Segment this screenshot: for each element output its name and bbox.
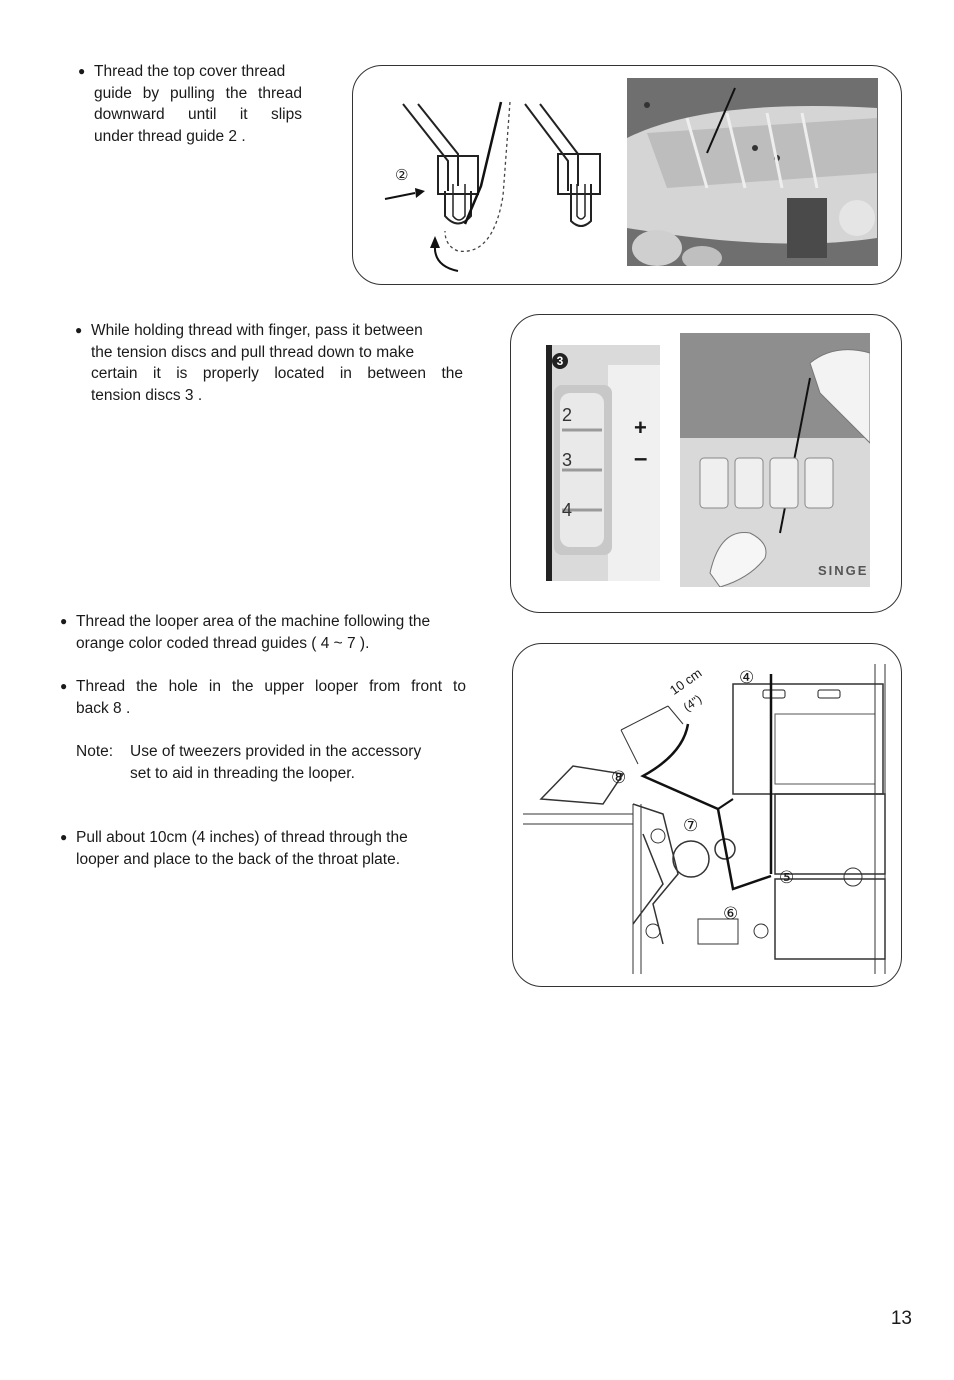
text-line: the tension discs and pull thread down to make xyxy=(91,343,415,361)
bullet-icon: ● xyxy=(60,679,68,693)
note xyxy=(60,741,466,763)
instruction-top-cover-guide xyxy=(78,61,302,147)
tension-discs-panel xyxy=(510,314,902,613)
text-line: Use of tweezers provided in the accessory xyxy=(130,743,422,760)
looper-threading-panel xyxy=(512,643,902,987)
tension-dial-photo xyxy=(546,345,660,581)
text-line: Thread the top cover thread xyxy=(94,63,286,80)
callout-8: ⑧ xyxy=(611,768,627,787)
dial-number-3: 3 xyxy=(562,450,573,470)
measure-inch-label: (4") xyxy=(680,691,705,715)
bullet-icon: ● xyxy=(60,614,68,628)
bullet-icon: ● xyxy=(75,323,83,337)
brand-text: SINGE xyxy=(818,563,869,578)
dial-minus-sign: – xyxy=(634,445,648,472)
cover-thread-guide-panel xyxy=(352,65,902,285)
text-line: orange color coded thread guides ( 4 ~ 7 ). xyxy=(76,634,370,652)
text-line: Thread the looper area of the machine following the xyxy=(76,613,431,630)
text-line: guide by pulling the thread xyxy=(94,84,302,102)
text-line: tension discs 3 . xyxy=(91,386,203,404)
callout-5: ⑤ xyxy=(779,868,795,887)
thread-guide-diagram xyxy=(353,66,613,284)
bullet-icon: ● xyxy=(78,64,86,78)
looper-diagram xyxy=(513,644,901,986)
callout-4: ④ xyxy=(739,668,755,687)
measure-label: 10 cm xyxy=(666,665,705,698)
text-line: While holding thread with finger, pass it between xyxy=(91,322,423,339)
threading-hand-photo xyxy=(680,333,870,587)
text-line: downward until it slips xyxy=(94,106,302,123)
bullet-icon: ● xyxy=(60,830,68,844)
dial-number-2: 2 xyxy=(562,405,573,425)
dial-number-4: 4 xyxy=(562,500,573,520)
threading-hand-illustration xyxy=(680,333,870,587)
text-line: looper and place to the back of the throat plate. xyxy=(76,850,401,868)
callout-6: ⑥ xyxy=(723,904,739,923)
callout-2: ② xyxy=(395,167,409,184)
callout-7: ⑦ xyxy=(683,816,699,835)
text-line: under thread guide 2 . xyxy=(94,127,246,145)
dial-plus-sign: + xyxy=(634,415,647,440)
text-line: Pull about 10cm (4 inches) of thread through the xyxy=(76,829,408,846)
text-line: back 8 . xyxy=(76,699,131,717)
callout-3: 3 xyxy=(552,353,568,369)
page-number: 13 xyxy=(890,1308,912,1329)
text-line: Thread the hole in the upper looper from front to xyxy=(76,678,466,695)
cover-guide-photo xyxy=(627,78,878,266)
instruction-looper-threading xyxy=(60,611,466,870)
note-label: Note: xyxy=(76,743,114,760)
instruction-tension-discs xyxy=(75,320,463,406)
text-line: set to aid in threading the looper. xyxy=(130,764,355,782)
machine-top-illustration xyxy=(627,78,878,266)
text-line: certain it is properly located in between the xyxy=(91,365,463,382)
